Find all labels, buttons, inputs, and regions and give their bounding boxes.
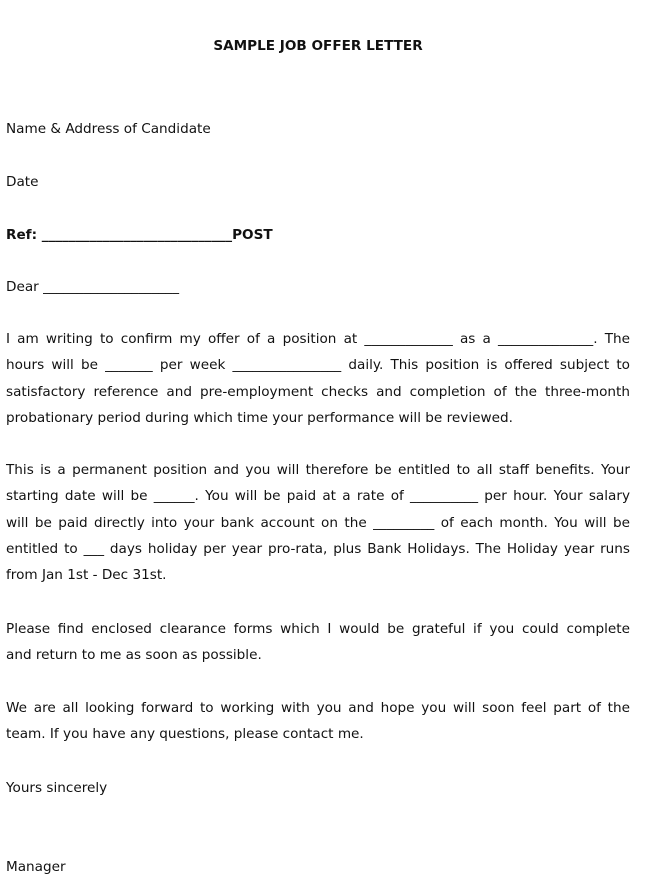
- reference-line: Ref: ____________________________POST: [6, 227, 273, 243]
- candidate-name-address-line: Name & Address of Candidate: [6, 121, 211, 137]
- benefits-paragraph: [6, 457, 630, 588]
- paragraph-line: We are all looking forward to working with you and hope you will soon feel part of the: [6, 700, 630, 716]
- salutation-line: Dear ____________________: [6, 279, 180, 295]
- closing-paragraph: [6, 695, 630, 748]
- paragraph-line: starting date will be ______. You will be paid at a rate of __________ per hour. Your salary: [6, 488, 630, 505]
- signature-title: Manager: [6, 859, 66, 875]
- paragraph-line: hours will be _______ per week ________________ daily. This position is offered subject to: [6, 357, 630, 374]
- offer-paragraph: [6, 326, 630, 431]
- paragraph-line: team. If you have any questions, please contact me.: [6, 726, 364, 743]
- paragraph-line: I am writing to confirm my offer of a position at _____________ as a ______________. The: [6, 331, 630, 347]
- closing-salutation: Yours sincerely: [6, 780, 108, 796]
- paragraph-line: This is a permanent position and you will therefore be entitled to all staff benefits. Your: [6, 462, 630, 478]
- clearance-forms-paragraph: [6, 616, 630, 669]
- paragraph-line: from Jan 1st - Dec 31st.: [6, 567, 167, 584]
- paragraph-line: will be paid directly into your bank account on the _________ of each month. You will be: [6, 514, 630, 531]
- date-line: Date: [6, 174, 39, 190]
- paragraph-line: probationary period during which time your performance will be reviewed.: [6, 409, 513, 426]
- paragraph-line: and return to me as soon as possible.: [6, 647, 262, 664]
- paragraph-line: satisfactory reference and pre-employment checks and completion of the three-month: [6, 383, 630, 400]
- paragraph-line: Please find enclosed clearance forms which I would be grateful if you could complete: [6, 621, 630, 637]
- paragraph-line: entitled to ___ days holiday per year pro-rata, plus Bank Holidays. The Holiday year runs: [6, 540, 630, 557]
- letter-title: SAMPLE JOB OFFER LETTER: [213, 38, 423, 54]
